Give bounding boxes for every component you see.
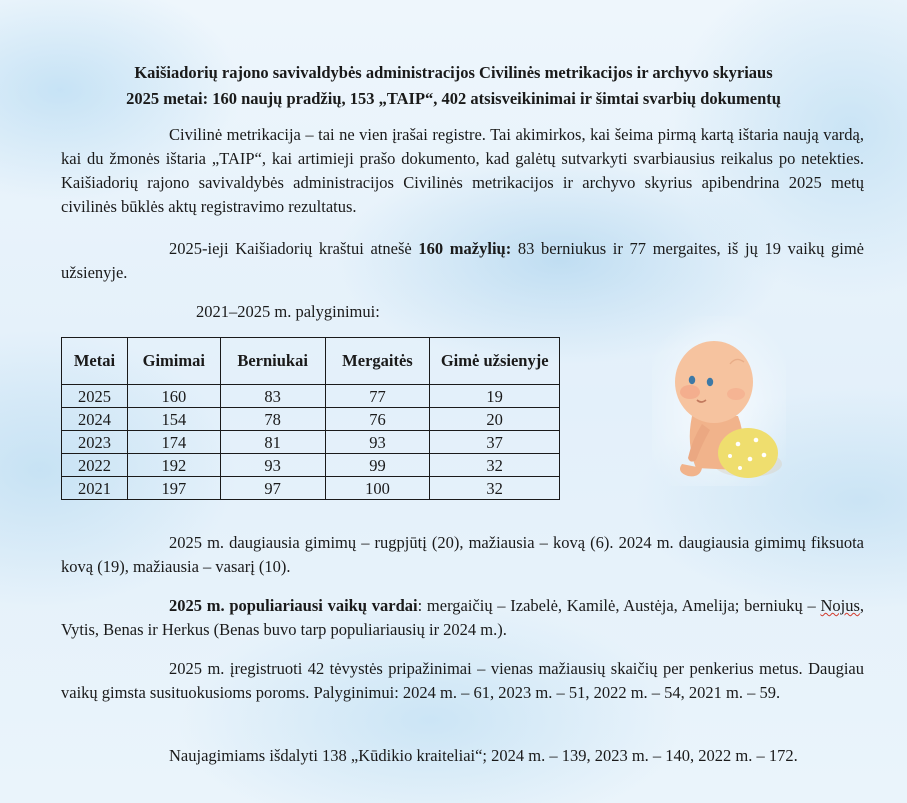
cell-births: 160 — [127, 385, 220, 408]
baby-illustration-icon — [652, 316, 786, 486]
cell-year: 2021 — [62, 477, 128, 500]
cell-births: 197 — [127, 477, 220, 500]
cell-births: 192 — [127, 454, 220, 477]
cell-year: 2022 — [62, 454, 128, 477]
header-year: Metai — [62, 338, 128, 385]
baskets-paragraph — [61, 744, 864, 768]
cell-births: 154 — [127, 408, 220, 431]
births-suffix: 83 berniukus ir 77 mergaites, iš jų 19 vaikų gimė užsienyje. — [61, 239, 864, 282]
births-prefix: 2025-ieji Kaišiadorių kraštui atnešė — [169, 239, 419, 258]
cell-year: 2024 — [62, 408, 128, 431]
births-paragraph — [61, 237, 864, 285]
header-boys: Berniukai — [220, 338, 325, 385]
cell-boys: 78 — [220, 408, 325, 431]
table-row — [62, 454, 560, 477]
names-heading: 2025 m. populiariausi vaikų vardai — [169, 596, 418, 615]
paternity-paragraph — [61, 657, 864, 705]
intro-text: Civilinė metrikacija – tai ne vien įrašai registre. Tai akimirkos, kai šeima pirmą kartą ištaria naują vardą, kai du žmonės ištaria „TAIP“, kai artimieji prašo dokumento, kad galėtų sutvarkyti svarbiausius reikalus po netekties. Kaišiadorių rajono savivaldybės administracijos Civilinės metrikacijos ir archyvo skyrius apibendrina 2025 metų civilinės būklės aktų registravimo rezultatus. — [61, 125, 864, 216]
table-header-row — [62, 338, 560, 385]
births-highlight: 160 mažylių: — [418, 239, 512, 258]
header-girls: Mergaitės — [325, 338, 430, 385]
comparison-label: 2021–2025 m. palyginimui: — [196, 302, 380, 321]
table-row — [62, 431, 560, 454]
cell-girls: 76 — [325, 408, 430, 431]
cell-births: 174 — [127, 431, 220, 454]
document-subtitle: 2025 metai: 160 naujų pradžių, 153 „TAIP“, 402 atsisveikinimai ir šimtai svarbių dokumentų — [126, 89, 781, 108]
cell-abroad: 37 — [430, 431, 560, 454]
cell-girls: 100 — [325, 477, 430, 500]
header-births: Gimimai — [127, 338, 220, 385]
header-born-abroad: Gimė užsienyje — [430, 338, 560, 385]
cell-abroad: 32 — [430, 454, 560, 477]
document-title: Kaišiadorių rajono savivaldybės administracijos Civilinės metrikacijos ir archyvo skyriaus — [134, 63, 773, 82]
cell-abroad: 20 — [430, 408, 560, 431]
cell-abroad: 32 — [430, 477, 560, 500]
cell-boys: 97 — [220, 477, 325, 500]
cell-girls: 77 — [325, 385, 430, 408]
cell-year: 2025 — [62, 385, 128, 408]
cell-boys: 93 — [220, 454, 325, 477]
names-text-2: , Vytis, Benas ir Herkus (Benas buvo tarp populiariausių ir 2024 m.). — [61, 596, 864, 639]
names-paragraph — [61, 594, 864, 642]
births-table — [61, 337, 560, 500]
table-row — [62, 477, 560, 500]
table-row — [62, 408, 560, 431]
intro-paragraph — [61, 123, 864, 219]
baskets-text: Naujagimiams išdalyti 138 „Kūdikio kraiteliai“; 2024 m. – 139, 2023 m. – 140, 2022 m. – 172. — [169, 746, 798, 765]
cell-girls: 99 — [325, 454, 430, 477]
cell-girls: 93 — [325, 431, 430, 454]
months-paragraph — [61, 531, 864, 579]
cell-boys: 81 — [220, 431, 325, 454]
cell-boys: 83 — [220, 385, 325, 408]
months-text: 2025 m. daugiausia gimimų – rugpjūtį (20), mažiausia – kovą (6). 2024 m. daugiausia gimimų fiksuota kovą (19), mažiausia – vasarį (10). — [61, 533, 864, 576]
cell-abroad: 19 — [430, 385, 560, 408]
table-row — [62, 385, 560, 408]
paternity-text: 2025 m. įregistruoti 42 tėvystės pripažinimai – vienas mažiausių skaičių per penkerius metus. Daugiau vaikų gimsta susituokusioms poroms. Palyginimui: 2024 m. – 61, 2023 m. – 51, 2022 m. – 54, 2021 m. – 59. — [61, 659, 864, 702]
spellcheck-flagged-word: Nojus — [820, 596, 860, 615]
names-text-1: : mergaičių – Izabelė, Kamilė, Austėja, Amelija; berniukų – — [417, 596, 821, 615]
cell-year: 2023 — [62, 431, 128, 454]
